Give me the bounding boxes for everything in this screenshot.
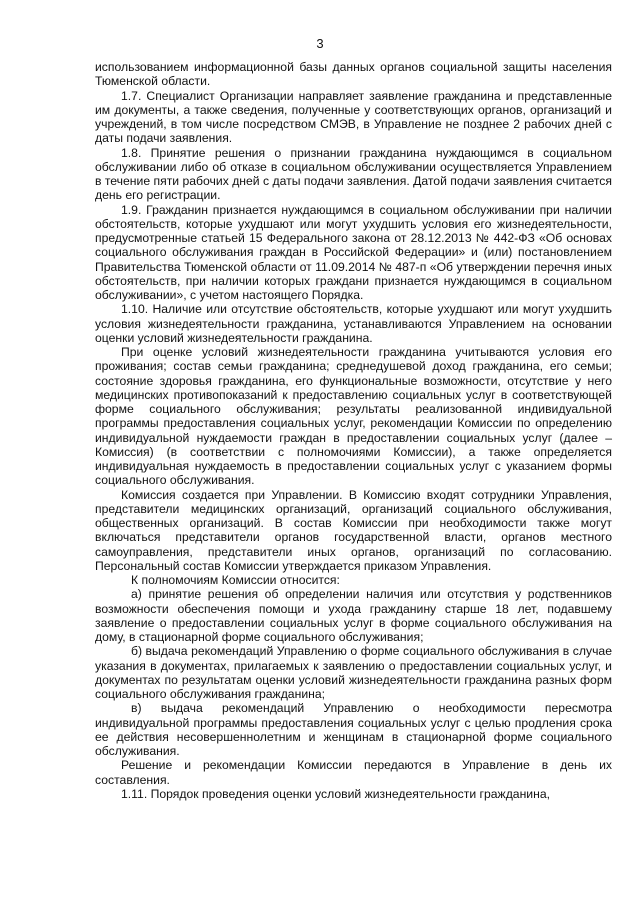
paragraph-continuation: использованием информационной базы данных органов социальной защиты населения Тюменской области.	[95, 60, 612, 89]
list-item-c: в) выдача рекомендаций Управлению о необходимости пересмотра индивидуальной программы предоставления социальных услуг с целью продления срока ее действия несовершеннолетним и женщинам в стационарной форме социального обслуживания.	[95, 701, 612, 758]
paragraph-living-conditions: При оценке условий жизнедеятельности гражданина учитываются условия его проживания; состав семьи гражданина; среднедушевой доход гражданина, его семьи; состояние здоровья гражданина, его функциональные возможности, отсутствие у него медицинских противопоказаний к предоставлению социальных услуг в соответствующей форме социального обслуживания; результаты реализованной индивидуальной программы предоставления социальных услуг, рекомендации Комиссии по определению индивидуальной нуждаемости граждан в предоставлении социальных услуг (далее – Комиссия) (в соответствии с полномочиями Комиссии), а также определяется индивидуальная нуждаемость в предоставлении социальных услуг с указанием формы социального обслуживания.	[95, 345, 612, 488]
paragraph-1-8: 1.8. Принятие решения о признании гражданина нуждающимся в социальном обслуживании либо об отказе в социальном обслуживании осуществляется Управлением в течение пяти рабочих дней с даты подачи заявления. Датой подачи заявления считается день его регистрации.	[95, 145, 612, 203]
paragraph-1-7: 1.7. Специалист Организации направляет заявление гражданина и представленные им документы, а также сведения, полученные у соответствующих органов, организаций и учреждений, в том числе посредством СМЭВ, в Управление не позднее 2 рабочих дней с даты подачи заявления.	[95, 88, 612, 146]
list-item-a: а) принятие решения об определении наличия или отсутствия у родственников возможности обеспечения помощи и ухода гражданину старше 18 лет, подавшему заявление о предоставлении социальных услуг в форме социального обслуживания на дому, в стационарной форме социального обслуживания;	[95, 587, 612, 644]
page-number: 3	[316, 36, 324, 51]
list-item-b: б) выдача рекомендаций Управлению о форме социального обслуживания в случае указания в документах, прилагаемых к заявлению о предоставлении социальных услуг, и документах по результатам оценки условий жизнедеятельности гражданина разных форм социального обслуживания гражданина;	[95, 644, 612, 701]
paragraph-decision: Решение и рекомендации Комиссии передаются в Управление в день их составления.	[95, 758, 612, 787]
paragraph-1-9: 1.9. Гражданин признается нуждающимся в социальном обслуживании при наличии обстоятельств, которые ухудшают или могут ухудшить условия его жизнедеятельности, предусмотренные статьей 15 Федерального закона от 28.12.2013 № 442-ФЗ «Об основах социального обслуживания граждан в Российской Федерации» и (или) постановлением Правительства Тюменской области от 11.09.2014 № 487-п «Об утверждении перечня иных обстоятельств, при наличии которых граждани признается нуждающимся в социальном обслуживании», с учетом настоящего Порядка.	[95, 202, 612, 302]
paragraph-commission-powers: К полномочиям Комиссии относится:	[131, 573, 340, 587]
paragraph-commission: Комиссия создается при Управлении. В Комиссию входят сотрудники Управления, представители медицинских организаций, организаций социального обслуживания, общественных организаций. В состав Комиссии при необходимости также могут включаться представители органов государственной власти, органов местного самоуправления, представители иных органов, организаций по согласованию. Персональный состав Комиссии утверждается приказом Управления.	[95, 487, 612, 573]
paragraph-1-11: 1.11. Порядок проведения оценки условий жизнедеятельности гражданина,	[121, 786, 551, 801]
document-body	[95, 60, 612, 801]
paragraph-1-10: 1.10. Наличие или отсутствие обстоятельств, которые ухудшают или могут ухудшить условия жизнедеятельности гражданина, устанавливаются Управлением на основании оценки условий жизнедеятельности гражданина.	[95, 302, 612, 345]
